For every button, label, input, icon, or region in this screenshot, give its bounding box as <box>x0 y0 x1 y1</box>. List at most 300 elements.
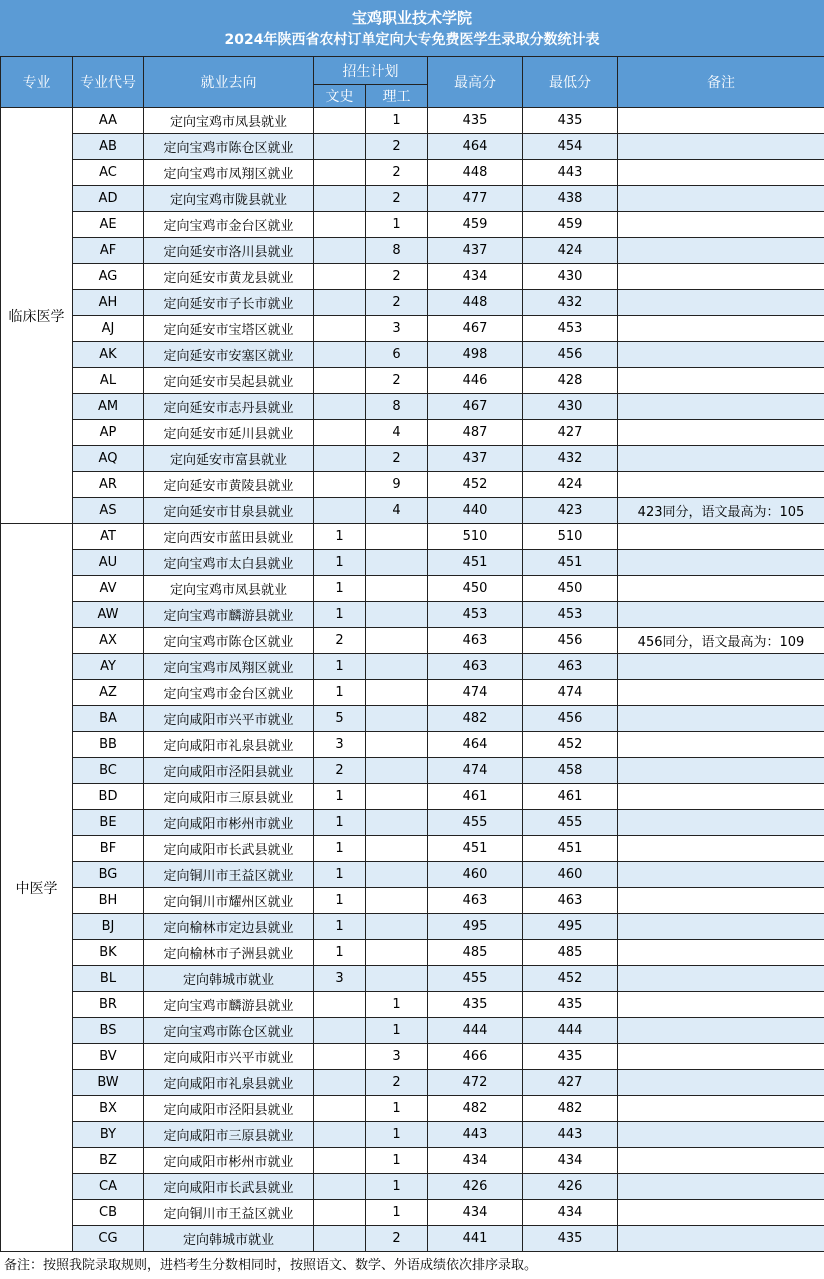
min-score-cell: 456 <box>523 342 618 368</box>
max-score-cell: 474 <box>428 680 523 706</box>
min-score-cell: 461 <box>523 784 618 810</box>
min-score-cell: 435 <box>523 1226 618 1252</box>
table-row <box>1 524 824 550</box>
destination-cell: 定向咸阳市长武县就业 <box>144 1174 314 1200</box>
remark-cell <box>618 290 824 316</box>
school-name: 宝鸡职业技术学院 <box>351 9 472 27</box>
destination-cell: 定向榆林市定边县就业 <box>144 914 314 940</box>
destination-cell: 定向延安市志丹县就业 <box>144 394 314 420</box>
min-score-cell: 427 <box>523 1070 618 1096</box>
header-arts: 文史 <box>314 85 366 108</box>
science-plan-cell: 9 <box>366 472 428 498</box>
science-plan-cell: 3 <box>366 316 428 342</box>
min-score-cell: 485 <box>523 940 618 966</box>
min-score-cell: 458 <box>523 758 618 784</box>
min-score-cell: 428 <box>523 368 618 394</box>
max-score-cell: 467 <box>428 316 523 342</box>
destination-cell: 定向咸阳市兴平市就业 <box>144 706 314 732</box>
min-score-cell: 459 <box>523 212 618 238</box>
arts-plan-cell <box>314 472 366 498</box>
table-row <box>1 264 824 290</box>
max-score-cell: 463 <box>428 654 523 680</box>
science-plan-cell: 6 <box>366 342 428 368</box>
destination-cell: 定向宝鸡市凤翔区就业 <box>144 160 314 186</box>
table-row <box>1 1200 824 1226</box>
arts-plan-cell: 5 <box>314 706 366 732</box>
table-row <box>1 1044 824 1070</box>
min-score-cell: 438 <box>523 186 618 212</box>
destination-cell: 定向铜川市王益区就业 <box>144 1200 314 1226</box>
table-row <box>1 862 824 888</box>
destination-cell: 定向宝鸡市陇县就业 <box>144 186 314 212</box>
code-cell: AS <box>73 498 144 524</box>
table-row <box>1 706 824 732</box>
science-plan-cell <box>366 628 428 654</box>
destination-cell: 定向宝鸡市凤翔区就业 <box>144 654 314 680</box>
major-cell: 临床医学 <box>1 108 73 524</box>
arts-plan-cell: 1 <box>314 524 366 550</box>
min-score-cell: 434 <box>523 1200 618 1226</box>
arts-plan-cell <box>314 212 366 238</box>
max-score-cell: 455 <box>428 966 523 992</box>
science-plan-cell: 2 <box>366 160 428 186</box>
table-body <box>1 108 824 1252</box>
table-row <box>1 940 824 966</box>
destination-cell: 定向宝鸡市凤县就业 <box>144 108 314 134</box>
destination-cell: 定向铜川市王益区就业 <box>144 862 314 888</box>
arts-plan-cell <box>314 186 366 212</box>
destination-cell: 定向咸阳市礼泉县就业 <box>144 732 314 758</box>
science-plan-cell <box>366 732 428 758</box>
arts-plan-cell <box>314 992 366 1018</box>
science-plan-cell <box>366 524 428 550</box>
science-plan-cell <box>366 862 428 888</box>
remark-cell <box>618 966 824 992</box>
science-plan-cell: 1 <box>366 108 428 134</box>
destination-cell: 定向榆林市子洲县就业 <box>144 940 314 966</box>
max-score-cell: 435 <box>428 992 523 1018</box>
arts-plan-cell: 1 <box>314 888 366 914</box>
header-code: 专业代号 <box>73 57 144 108</box>
code-cell: BZ <box>73 1148 144 1174</box>
remark-cell <box>618 1122 824 1148</box>
max-score-cell: 451 <box>428 550 523 576</box>
code-cell: BK <box>73 940 144 966</box>
max-score-cell: 472 <box>428 1070 523 1096</box>
code-cell: BR <box>73 992 144 1018</box>
science-plan-cell <box>366 888 428 914</box>
destination-cell: 定向宝鸡市陈仓区就业 <box>144 1018 314 1044</box>
science-plan-cell: 1 <box>366 992 428 1018</box>
remark-cell <box>618 446 824 472</box>
arts-plan-cell <box>314 1018 366 1044</box>
min-score-cell: 455 <box>523 810 618 836</box>
max-score-cell: 434 <box>428 264 523 290</box>
arts-plan-cell: 1 <box>314 810 366 836</box>
destination-cell: 定向宝鸡市陈仓区就业 <box>144 134 314 160</box>
table-row <box>1 1148 824 1174</box>
science-plan-cell <box>366 914 428 940</box>
destination-cell: 定向延安市富县就业 <box>144 446 314 472</box>
arts-plan-cell: 1 <box>314 680 366 706</box>
remark-cell <box>618 316 824 342</box>
remark-cell: 456同分，语文最高为：109 <box>618 628 824 654</box>
science-plan-cell <box>366 602 428 628</box>
table-row <box>1 836 824 862</box>
table-row <box>1 420 824 446</box>
arts-plan-cell: 3 <box>314 732 366 758</box>
science-plan-cell <box>366 550 428 576</box>
remark-cell <box>618 238 824 264</box>
destination-cell: 定向咸阳市礼泉县就业 <box>144 1070 314 1096</box>
min-score-cell: 450 <box>523 576 618 602</box>
code-cell: BH <box>73 888 144 914</box>
remark-cell <box>618 1018 824 1044</box>
header-major: 专业 <box>1 57 73 108</box>
min-score-cell: 430 <box>523 264 618 290</box>
science-plan-cell: 4 <box>366 498 428 524</box>
arts-plan-cell <box>314 394 366 420</box>
arts-plan-cell <box>314 108 366 134</box>
destination-cell: 定向延安市宝塔区就业 <box>144 316 314 342</box>
max-score-cell: 446 <box>428 368 523 394</box>
destination-cell: 定向延安市安塞区就业 <box>144 342 314 368</box>
code-cell: AB <box>73 134 144 160</box>
table-row <box>1 446 824 472</box>
science-plan-cell: 3 <box>366 1044 428 1070</box>
min-score-cell: 482 <box>523 1096 618 1122</box>
max-score-cell: 459 <box>428 212 523 238</box>
min-score-cell: 435 <box>523 992 618 1018</box>
science-plan-cell <box>366 680 428 706</box>
science-plan-cell: 1 <box>366 1200 428 1226</box>
science-plan-cell <box>366 836 428 862</box>
destination-cell: 定向宝鸡市麟游县就业 <box>144 992 314 1018</box>
min-score-cell: 434 <box>523 1148 618 1174</box>
code-cell: BF <box>73 836 144 862</box>
science-plan-cell <box>366 966 428 992</box>
remark-cell: 423同分，语文最高为：105 <box>618 498 824 524</box>
destination-cell: 定向宝鸡市麟游县就业 <box>144 602 314 628</box>
arts-plan-cell <box>314 316 366 342</box>
remark-cell <box>618 394 824 420</box>
destination-cell: 定向延安市甘泉县就业 <box>144 498 314 524</box>
code-cell: AQ <box>73 446 144 472</box>
min-score-cell: 435 <box>523 1044 618 1070</box>
code-cell: AH <box>73 290 144 316</box>
arts-plan-cell <box>314 1148 366 1174</box>
code-cell: AG <box>73 264 144 290</box>
destination-cell: 定向咸阳市长武县就业 <box>144 836 314 862</box>
max-score-cell: 477 <box>428 186 523 212</box>
table-row <box>1 1226 824 1252</box>
max-score-cell: 463 <box>428 888 523 914</box>
arts-plan-cell: 1 <box>314 940 366 966</box>
max-score-cell: 482 <box>428 706 523 732</box>
min-score-cell: 453 <box>523 602 618 628</box>
table-row <box>1 186 824 212</box>
code-cell: BC <box>73 758 144 784</box>
arts-plan-cell <box>314 290 366 316</box>
remark-cell <box>618 732 824 758</box>
table-row <box>1 550 824 576</box>
destination-cell: 定向延安市黄龙县就业 <box>144 264 314 290</box>
table-row <box>1 1018 824 1044</box>
arts-plan-cell <box>314 1096 366 1122</box>
table-row <box>1 914 824 940</box>
arts-plan-cell <box>314 134 366 160</box>
min-score-cell: 432 <box>523 446 618 472</box>
arts-plan-cell: 3 <box>314 966 366 992</box>
science-plan-cell: 2 <box>366 186 428 212</box>
max-score-cell: 441 <box>428 1226 523 1252</box>
table-row <box>1 576 824 602</box>
science-plan-cell: 8 <box>366 238 428 264</box>
table-row <box>1 342 824 368</box>
max-score-cell: 464 <box>428 134 523 160</box>
remark-cell <box>618 758 824 784</box>
min-score-cell: 435 <box>523 108 618 134</box>
science-plan-cell: 1 <box>366 1096 428 1122</box>
science-plan-cell: 2 <box>366 134 428 160</box>
code-cell: AL <box>73 368 144 394</box>
min-score-cell: 452 <box>523 732 618 758</box>
table-row <box>1 1070 824 1096</box>
code-cell: AR <box>73 472 144 498</box>
arts-plan-cell <box>314 1200 366 1226</box>
header-plan: 招生计划 <box>314 57 428 85</box>
code-cell: AC <box>73 160 144 186</box>
min-score-cell: 460 <box>523 862 618 888</box>
remark-cell <box>618 550 824 576</box>
arts-plan-cell: 1 <box>314 550 366 576</box>
remark-cell <box>618 680 824 706</box>
header-remark: 备注 <box>618 57 824 108</box>
arts-plan-cell <box>314 368 366 394</box>
max-score-cell: 450 <box>428 576 523 602</box>
code-cell: CB <box>73 1200 144 1226</box>
destination-cell: 定向宝鸡市金台区就业 <box>144 212 314 238</box>
min-score-cell: 474 <box>523 680 618 706</box>
code-cell: AU <box>73 550 144 576</box>
science-plan-cell <box>366 576 428 602</box>
remark-cell <box>618 1226 824 1252</box>
code-cell: BX <box>73 1096 144 1122</box>
table-row <box>1 108 824 134</box>
min-score-cell: 424 <box>523 238 618 264</box>
max-score-cell: 498 <box>428 342 523 368</box>
table-row <box>1 316 824 342</box>
header-science: 理工 <box>366 85 428 108</box>
code-cell: AK <box>73 342 144 368</box>
code-cell: AY <box>73 654 144 680</box>
table-row <box>1 992 824 1018</box>
remark-cell <box>618 810 824 836</box>
science-plan-cell: 1 <box>366 1122 428 1148</box>
remark-cell <box>618 134 824 160</box>
remark-cell <box>618 212 824 238</box>
remark-cell <box>618 264 824 290</box>
max-score-cell: 463 <box>428 628 523 654</box>
header-max-score: 最高分 <box>428 57 523 108</box>
max-score-cell: 426 <box>428 1174 523 1200</box>
major-cell: 中医学 <box>1 524 73 1252</box>
table-row <box>1 888 824 914</box>
remark-cell <box>618 1044 824 1070</box>
destination-cell: 定向宝鸡市陈仓区就业 <box>144 628 314 654</box>
code-cell: BJ <box>73 914 144 940</box>
code-cell: AM <box>73 394 144 420</box>
arts-plan-cell: 1 <box>314 784 366 810</box>
remark-cell <box>618 108 824 134</box>
max-score-cell: 460 <box>428 862 523 888</box>
destination-cell: 定向延安市洛川县就业 <box>144 238 314 264</box>
min-score-cell: 424 <box>523 472 618 498</box>
header-min-score: 最低分 <box>523 57 618 108</box>
destination-cell: 定向咸阳市彬州市就业 <box>144 1148 314 1174</box>
table-row <box>1 368 824 394</box>
min-score-cell: 456 <box>523 706 618 732</box>
arts-plan-cell: 2 <box>314 758 366 784</box>
max-score-cell: 474 <box>428 758 523 784</box>
max-score-cell: 510 <box>428 524 523 550</box>
remark-cell <box>618 602 824 628</box>
science-plan-cell: 4 <box>366 420 428 446</box>
max-score-cell: 467 <box>428 394 523 420</box>
arts-plan-cell <box>314 238 366 264</box>
max-score-cell: 485 <box>428 940 523 966</box>
max-score-cell: 434 <box>428 1200 523 1226</box>
code-cell: BE <box>73 810 144 836</box>
remark-cell <box>618 1070 824 1096</box>
remark-cell <box>618 160 824 186</box>
table-header <box>1 57 824 108</box>
arts-plan-cell: 1 <box>314 602 366 628</box>
arts-plan-cell <box>314 1070 366 1096</box>
max-score-cell: 453 <box>428 602 523 628</box>
min-score-cell: 453 <box>523 316 618 342</box>
table-row <box>1 472 824 498</box>
code-cell: BV <box>73 1044 144 1070</box>
remark-cell <box>618 914 824 940</box>
arts-plan-cell <box>314 342 366 368</box>
science-plan-cell: 8 <box>366 394 428 420</box>
min-score-cell: 426 <box>523 1174 618 1200</box>
min-score-cell: 454 <box>523 134 618 160</box>
science-plan-cell <box>366 940 428 966</box>
science-plan-cell: 2 <box>366 1070 428 1096</box>
science-plan-cell: 2 <box>366 264 428 290</box>
arts-plan-cell <box>314 1044 366 1070</box>
max-score-cell: 455 <box>428 810 523 836</box>
title-banner <box>0 0 824 56</box>
arts-plan-cell: 2 <box>314 628 366 654</box>
min-score-cell: 427 <box>523 420 618 446</box>
max-score-cell: 451 <box>428 836 523 862</box>
max-score-cell: 466 <box>428 1044 523 1070</box>
table-row <box>1 160 824 186</box>
min-score-cell: 463 <box>523 654 618 680</box>
code-cell: AD <box>73 186 144 212</box>
max-score-cell: 444 <box>428 1018 523 1044</box>
destination-cell: 定向延安市吴起县就业 <box>144 368 314 394</box>
destination-cell: 定向咸阳市泾阳县就业 <box>144 1096 314 1122</box>
destination-cell: 定向延安市子长市就业 <box>144 290 314 316</box>
admission-score-table <box>0 56 824 1252</box>
max-score-cell: 448 <box>428 290 523 316</box>
table-row <box>1 1096 824 1122</box>
table-row <box>1 602 824 628</box>
max-score-cell: 437 <box>428 446 523 472</box>
table-row <box>1 680 824 706</box>
destination-cell: 定向韩城市就业 <box>144 966 314 992</box>
destination-cell: 定向咸阳市兴平市就业 <box>144 1044 314 1070</box>
arts-plan-cell <box>314 1122 366 1148</box>
max-score-cell: 461 <box>428 784 523 810</box>
science-plan-cell: 2 <box>366 368 428 394</box>
min-score-cell: 430 <box>523 394 618 420</box>
destination-cell: 定向咸阳市三原县就业 <box>144 1122 314 1148</box>
destination-cell: 定向宝鸡市太白县就业 <box>144 550 314 576</box>
science-plan-cell: 2 <box>366 1226 428 1252</box>
code-cell: AE <box>73 212 144 238</box>
arts-plan-cell: 1 <box>314 576 366 602</box>
code-cell: BY <box>73 1122 144 1148</box>
remark-cell <box>618 1174 824 1200</box>
remark-cell <box>618 862 824 888</box>
remark-cell <box>618 576 824 602</box>
destination-cell: 定向延安市延川县就业 <box>144 420 314 446</box>
code-cell: BW <box>73 1070 144 1096</box>
max-score-cell: 448 <box>428 160 523 186</box>
remark-cell <box>618 472 824 498</box>
table-row <box>1 394 824 420</box>
destination-cell: 定向铜川市耀州区就业 <box>144 888 314 914</box>
remark-cell <box>618 1148 824 1174</box>
table-row <box>1 810 824 836</box>
science-plan-cell <box>366 810 428 836</box>
code-cell: BL <box>73 966 144 992</box>
max-score-cell: 434 <box>428 1148 523 1174</box>
max-score-cell: 435 <box>428 108 523 134</box>
max-score-cell: 440 <box>428 498 523 524</box>
max-score-cell: 487 <box>428 420 523 446</box>
min-score-cell: 495 <box>523 914 618 940</box>
code-cell: AT <box>73 524 144 550</box>
destination-cell: 定向咸阳市泾阳县就业 <box>144 758 314 784</box>
table-row <box>1 290 824 316</box>
min-score-cell: 443 <box>523 160 618 186</box>
science-plan-cell: 1 <box>366 1174 428 1200</box>
min-score-cell: 510 <box>523 524 618 550</box>
destination-cell: 定向咸阳市彬州市就业 <box>144 810 314 836</box>
table-row <box>1 238 824 264</box>
remark-cell <box>618 654 824 680</box>
table-row <box>1 1174 824 1200</box>
science-plan-cell <box>366 784 428 810</box>
arts-plan-cell: 1 <box>314 914 366 940</box>
min-score-cell: 444 <box>523 1018 618 1044</box>
remark-cell <box>618 940 824 966</box>
destination-cell: 定向宝鸡市凤县就业 <box>144 576 314 602</box>
arts-plan-cell <box>314 160 366 186</box>
code-cell: BB <box>73 732 144 758</box>
destination-cell: 定向西安市蓝田县就业 <box>144 524 314 550</box>
science-plan-cell: 2 <box>366 290 428 316</box>
arts-plan-cell <box>314 446 366 472</box>
code-cell: BA <box>73 706 144 732</box>
max-score-cell: 452 <box>428 472 523 498</box>
